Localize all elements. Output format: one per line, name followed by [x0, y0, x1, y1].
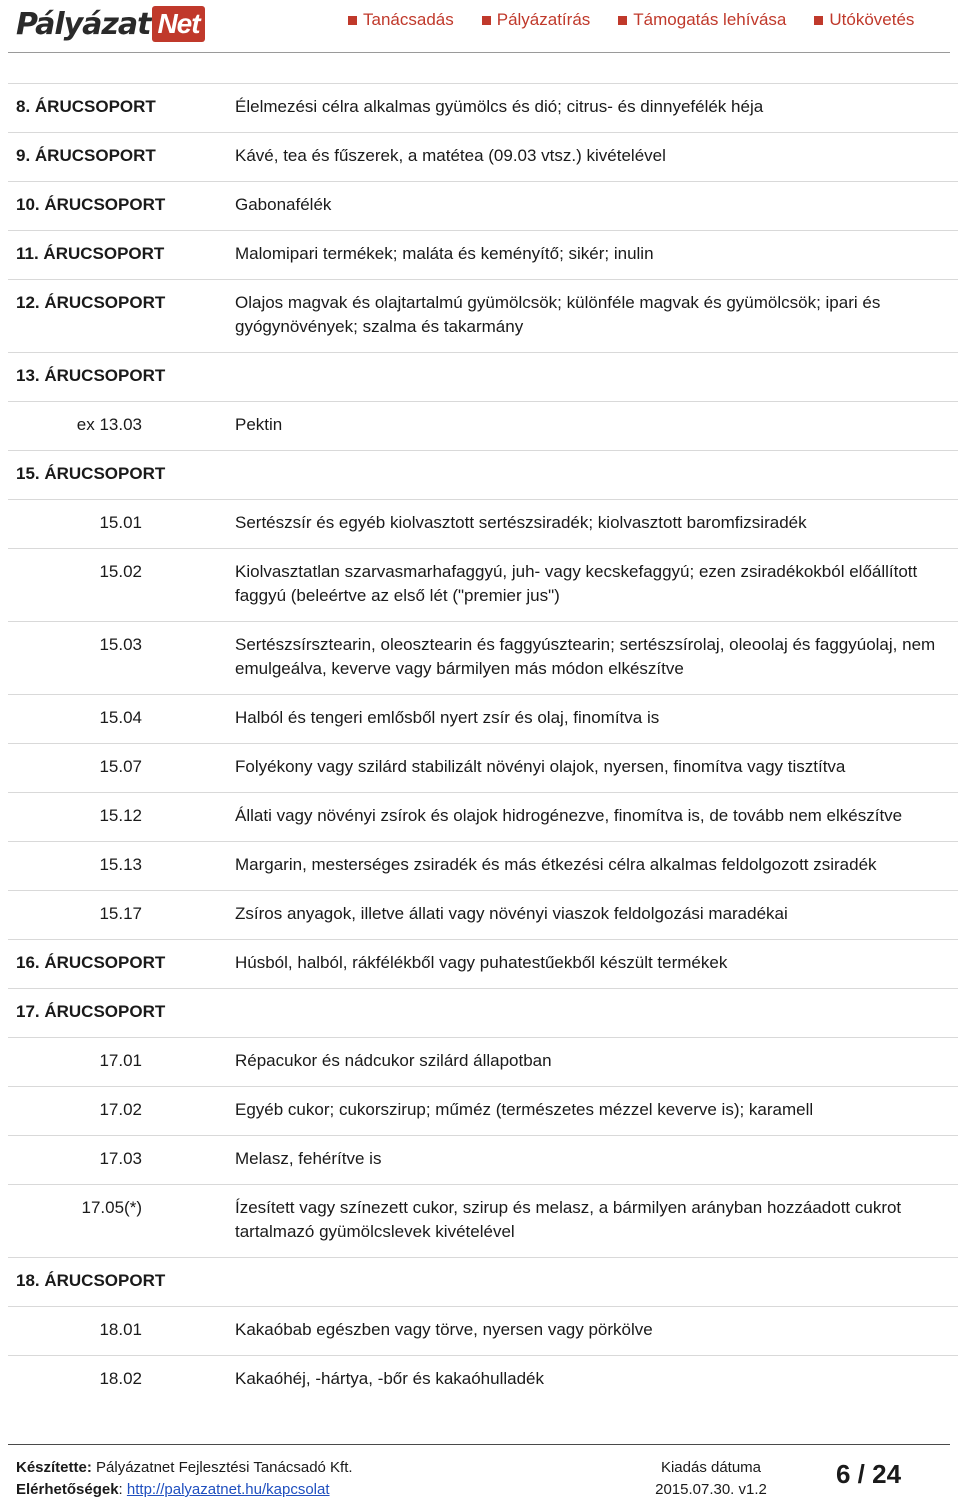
group-row: [8, 352, 958, 401]
group-row: [8, 1257, 958, 1306]
item-row: [8, 743, 958, 792]
footer-contact: [16, 1479, 353, 1501]
item-code: [8, 695, 226, 743]
item-code: [8, 744, 226, 792]
product-group-table: [8, 83, 958, 1404]
code-text: 17.02: [99, 1100, 142, 1119]
palyazatnet-logo[interactable]: [16, 4, 205, 44]
row-description: Gabonafélék: [235, 195, 332, 214]
item-row: [8, 1086, 958, 1135]
code-text: 17. ÁRUCSOPORT: [16, 1002, 166, 1021]
row-description: Egyéb cukor; cukorszirup; műméz (természetes mézzel keverve is); karamell: [235, 1100, 814, 1119]
top-nav: [348, 10, 914, 30]
code-text: 10. ÁRUCSOPORT: [16, 195, 166, 214]
item-row: [8, 1184, 958, 1257]
row-description: Margarin, mesterséges zsiradék és más étkezési célra alkalmas feldolgozott zsiradék: [235, 855, 877, 874]
group-code: [8, 940, 226, 988]
contact-separator: :: [118, 1481, 123, 1498]
nav-item-palyazatiras[interactable]: [482, 10, 591, 30]
code-text: ex 13.03: [76, 415, 142, 434]
row-description: [226, 1258, 948, 1306]
nav-item-tanacsadas[interactable]: [348, 10, 454, 30]
page-footer: [8, 1444, 950, 1501]
group-row: [8, 132, 958, 181]
row-description: Pektin: [235, 415, 283, 434]
group-row: [8, 939, 958, 988]
row-description: Sertészsírsztearin, oleosztearin és faggyúsztearin; sertészsírolaj, oleoolaj és faggyúolaj, nem emulgeálva, keverve vagy bármilyen más módon elkészítve: [235, 635, 936, 678]
contact-label: Elérhetőségek: [16, 1481, 119, 1498]
item-code: [8, 1087, 226, 1135]
row-description: Kakaóhéj, -hártya, -bőr és kakaóhulladék: [235, 1369, 545, 1388]
logo-main-text: Pályázat: [16, 6, 151, 42]
nav-item-label: Támogatás lehívása: [633, 10, 787, 29]
page-header: [0, 0, 960, 58]
code-text: 15.12: [99, 806, 142, 825]
square-bullet-icon: [348, 16, 357, 25]
item-row: [8, 499, 958, 548]
item-row: [8, 401, 958, 450]
row-description: Kiolvasztatlan szarvasmarhafaggyú, juh- vagy kecskefaggyú; ezen zsiradékokból előállított faggyú (beleértve az első lét ("premier jus"): [235, 562, 918, 605]
footer-issue: [649, 1457, 773, 1501]
item-row: [8, 548, 958, 621]
page-number: 6 / 24: [836, 1459, 902, 1489]
group-code: [8, 353, 226, 401]
code-text: 18.01: [99, 1320, 142, 1339]
row-description: [226, 451, 948, 499]
item-row: [8, 1037, 958, 1086]
code-text: 8. ÁRUCSOPORT: [16, 97, 156, 116]
item-code: [8, 549, 226, 621]
group-row: [8, 83, 958, 132]
row-description: Répacukor és nádcukor szilárd állapotban: [235, 1051, 552, 1070]
nav-item-label: Tanácsadás: [363, 10, 454, 29]
header-divider: [8, 52, 950, 53]
row-description: Olajos magvak és olajtartalmú gyümölcsök; különféle magvak és gyümölcsök; ipari és gyógynövények; szalma és takarmány: [235, 293, 881, 336]
group-code: [8, 84, 226, 132]
row-description: [226, 989, 948, 1037]
item-row: [8, 621, 958, 694]
item-code: [8, 1038, 226, 1086]
code-text: 18.02: [99, 1369, 142, 1388]
code-text: 18. ÁRUCSOPORT: [16, 1271, 166, 1290]
code-text: 15.13: [99, 855, 142, 874]
item-row: [8, 694, 958, 743]
group-row: [8, 279, 958, 352]
row-description: Malomipari termékek; maláta és keményítő; sikér; inulin: [235, 244, 654, 263]
group-code: [8, 182, 226, 230]
made-by-value: Pályázatnet Fejlesztési Tanácsadó Kft.: [96, 1459, 353, 1476]
row-description: Kakaóbab egészben vagy törve, nyersen vagy pörkölve: [235, 1320, 653, 1339]
code-text: 16. ÁRUCSOPORT: [16, 953, 166, 972]
code-text: 15.01: [99, 513, 142, 532]
item-code: [8, 793, 226, 841]
row-description: Melasz, fehérítve is: [235, 1149, 382, 1168]
item-row: [8, 1135, 958, 1184]
item-code: [8, 1356, 226, 1404]
row-description: Állati vagy növényi zsírok és olajok hidrogénezve, finomítva is, de tovább nem elkészítve: [235, 806, 903, 825]
nav-item-utokovetes[interactable]: [814, 10, 914, 30]
item-code: [8, 622, 226, 694]
issue-value: 2015.07.30. v1.2: [655, 1481, 767, 1498]
nav-item-label: Utókövetés: [829, 10, 915, 29]
code-text: 17.03: [99, 1149, 142, 1168]
code-text: 11. ÁRUCSOPORT: [16, 244, 165, 263]
code-text: 15.02: [99, 562, 142, 581]
group-row: [8, 230, 958, 279]
group-row: [8, 450, 958, 499]
item-row: [8, 792, 958, 841]
footer-credits: [16, 1457, 353, 1501]
row-description: [226, 353, 948, 401]
group-code: [8, 1258, 226, 1306]
group-code: [8, 280, 226, 352]
nav-item-label: Pályázatírás: [496, 10, 591, 29]
group-row: [8, 988, 958, 1037]
group-code: [8, 231, 226, 279]
code-text: 15. ÁRUCSOPORT: [16, 464, 166, 483]
row-description: Folyékony vagy szilárd stabilizált növényi olajok, nyersen, finomítva vagy tisztítva: [235, 757, 846, 776]
item-row: [8, 1355, 958, 1404]
item-row: [8, 890, 958, 939]
group-code: [8, 989, 226, 1037]
square-bullet-icon: [814, 16, 823, 25]
row-description: Sertészsír és egyéb kiolvasztott sertészsiradék; kiolvasztott baromfizsiradék: [235, 513, 807, 532]
item-row: [8, 841, 958, 890]
item-row: [8, 1306, 958, 1355]
row-description: Élelmezési célra alkalmas gyümölcs és dió; citrus- és dinnyefélék héja: [235, 97, 764, 116]
item-code: [8, 1136, 226, 1184]
issue-label: Kiadás dátuma: [660, 1459, 762, 1476]
square-bullet-icon: [618, 16, 627, 25]
item-code: [8, 842, 226, 890]
made-by-label: Készítette:: [16, 1459, 92, 1476]
code-text: 15.03: [99, 635, 142, 654]
row-description: Halból és tengeri emlősből nyert zsír és olaj, finomítva is: [235, 708, 660, 727]
code-text: 12. ÁRUCSOPORT: [16, 293, 166, 312]
item-code: [8, 1307, 226, 1355]
code-text: 15.04: [99, 708, 142, 727]
code-text: 15.07: [99, 757, 142, 776]
code-text: 9. ÁRUCSOPORT: [16, 146, 156, 165]
code-text: 13. ÁRUCSOPORT: [16, 366, 166, 385]
row-description: Zsíros anyagok, illetve állati vagy növényi viaszok feldolgozási maradékai: [235, 904, 788, 923]
row-description: Húsból, halból, rákfélékből vagy puhatestűekből készült termékek: [235, 953, 728, 972]
row-description: Ízesített vagy színezett cukor, szirup és melasz, a bármilyen arányban hozzáadott cukrot tartalmazó gyümölcslevek kivételével: [235, 1198, 902, 1241]
footer-made-by: [16, 1457, 353, 1479]
square-bullet-icon: [482, 16, 491, 25]
item-code: [8, 402, 226, 450]
contact-link[interactable]: http://palyazatnet.hu/kapcsolat: [126, 1481, 330, 1498]
nav-item-tamogatas-lehivasa[interactable]: [618, 10, 786, 30]
group-code: [8, 133, 226, 181]
row-description: Kávé, tea és fűszerek, a matétea (09.03 vtsz.) kivételével: [235, 146, 666, 165]
code-text: 15.17: [99, 904, 142, 923]
group-code: [8, 451, 226, 499]
code-text: 17.01: [99, 1051, 142, 1070]
group-row: [8, 181, 958, 230]
logo-net-text: Net: [152, 6, 204, 42]
code-text: 17.05(*): [81, 1198, 142, 1217]
item-code: [8, 1185, 226, 1257]
item-code: [8, 500, 226, 548]
item-code: [8, 891, 226, 939]
